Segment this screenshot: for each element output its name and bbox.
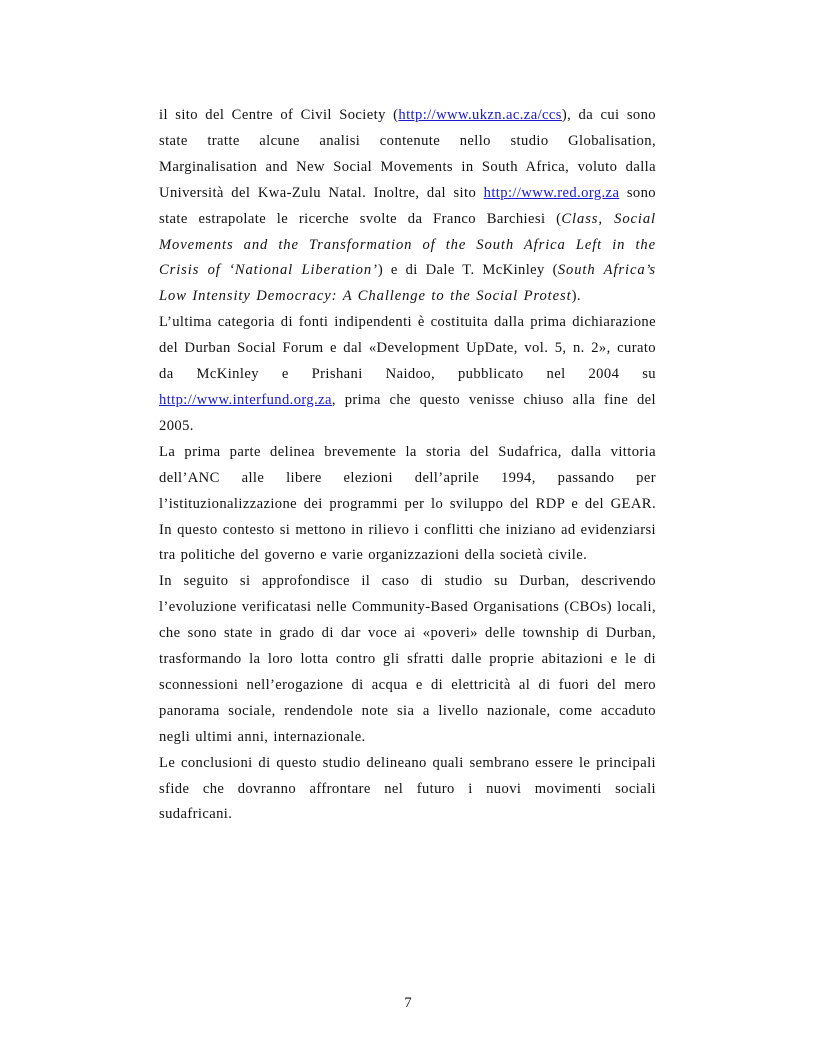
paragraph-text: sono state estrapolate le ricerche svolte da Franco Barchiesi ( [159, 184, 657, 227]
paragraph-text: il sito del Centre of Civil Society ( [159, 107, 399, 123]
paragraph-text: La prima parte delinea brevemente la storia del Sudafrica, dalla vittoria dell’ANC alle libere elezioni dell’aprile 1994, passando per l’istituzionalizzazione dei programmi per lo sviluppo del RDP e del GEAR. In questo contesto si mettono in rilievo i conflitti che iniziano ad evidenziarsi tra politiche del governo e varie organizzazioni della società civile. [159, 443, 656, 564]
paragraph-text: Le conclusioni di questo studio delineano quali sembrano essere le principali sfide che dovranno affrontare nel futuro i nuovi movimenti sociali sudafricani. [159, 754, 656, 823]
link-red-org[interactable]: http://www.red.org.za [483, 184, 620, 201]
paragraph-text: L’ultima categoria di fonti indipendenti è costituita dalla prima dichiarazione del Durban Social Forum e dal «Development UpDate, vol. 5, n. 2», curato da McKinley e Prishani Naidoo, pubblicato nel 2004 su [159, 314, 656, 383]
link-interfund[interactable]: http://www.interfund.org.za [159, 391, 332, 408]
document-body [159, 103, 656, 828]
link-ukzn-ccs[interactable]: http://www.ukzn.ac.za/ccs [398, 107, 562, 123]
paragraph-text: In seguito si approfondisce il caso di studio su Durban, descrivendo l’evoluzione verificatasi nelle Community-Based Organisations (CBOs) locali, che sono state in grado di dar voce ai «poveri» delle township di Durban, trasformando la loro lotta contro gli sfratti dalle proprie abitazioni e le di sconnessioni nell’erogazione di acqua e di elettricità al di fuori del mero panorama sociale, rendendole note sia a livello nazionale, come accaduto negli ultimi anni, internazionale. [159, 573, 656, 745]
page-number: 7 [404, 995, 412, 1011]
paragraph-text: ) e di Dale T. McKinley ( [377, 262, 558, 279]
paragraph-sources-ccs [159, 103, 656, 310]
title-barchiesi-work: Class, Social Movements and the Transformation of the South Africa Left in the Crisis of ‘National Liberation’ [159, 210, 657, 279]
title-mckinley-work: South Africa’s Low Intensity Democracy: A Challenge to the Social Protest [159, 262, 656, 305]
paragraph-conclusions [159, 751, 656, 829]
paragraph-text: , prima che questo venisse chiuso alla fine del 2005. [159, 391, 656, 434]
paragraph-independent-sources [159, 310, 656, 440]
paragraph-first-part [159, 440, 656, 570]
paragraph-text: ), da cui sono state tratte alcune analisi contenute nello studio Globalisation, Marginalisation and New Social Movements in South Africa, voluto dalla Università del Kwa-Zulu Natal. Inoltre, dal sito [159, 107, 657, 201]
paragraph-text: ). [571, 288, 581, 305]
paragraph-durban-case [159, 569, 656, 750]
